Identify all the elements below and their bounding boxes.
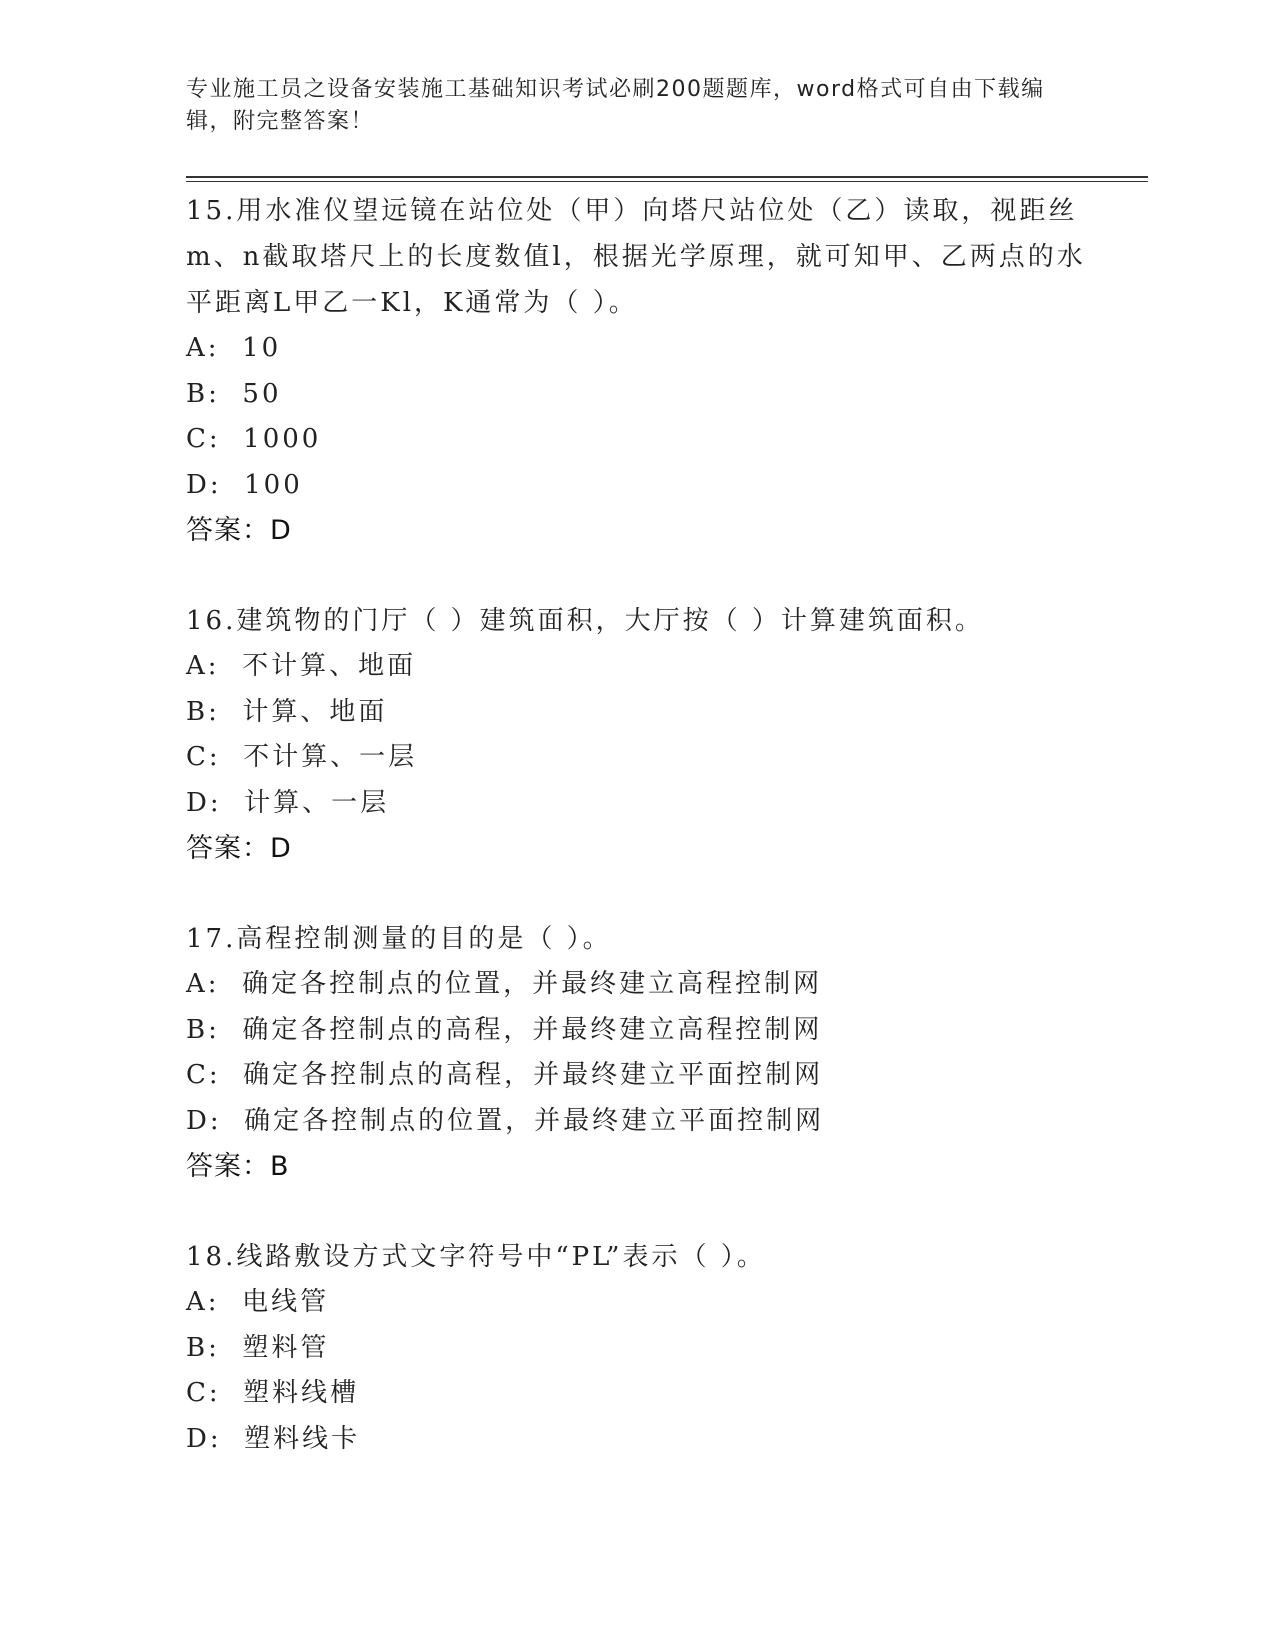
question-15 (186, 188, 1086, 554)
option-a: A: 10 (186, 333, 282, 363)
answer: 答案：D (186, 833, 292, 864)
option-a: A: 确定各控制点的位置，并最终建立高程控制网 (186, 969, 823, 999)
option-b: B: 计算、地面 (186, 696, 388, 727)
answer: 答案：D (186, 515, 292, 546)
option-c: C: 确定各控制点的高程，并最终建立平面控制网 (186, 1060, 824, 1090)
option-a: A: 电线管 (186, 1287, 330, 1317)
option-d: D: 计算、一层 (186, 787, 390, 818)
option-d: D: 100 (186, 469, 303, 500)
question-18 (186, 1234, 1086, 1462)
option-b: B: 确定各控制点的高程，并最终建立高程控制网 (186, 1014, 823, 1045)
option-c: C: 1000 (186, 424, 322, 454)
question-16 (186, 598, 1086, 872)
option-c: C: 塑料线槽 (186, 1378, 360, 1408)
option-d: D: 塑料线卡 (186, 1423, 361, 1454)
option-a: A: 不计算、地面 (186, 651, 417, 681)
header-divider (186, 176, 1148, 182)
question-list (186, 188, 1086, 1506)
answer: 答案：B (186, 1151, 290, 1182)
question-text: 17.高程控制测量的目的是（ ）。 (186, 924, 612, 954)
option-c: C: 不计算、一层 (186, 742, 418, 772)
option-b: B: 塑料管 (186, 1332, 330, 1363)
option-b: B: 50 (186, 378, 282, 409)
question-text: 18.线路敷设方式文字符号中“PL”表示（ ）。 (186, 1242, 766, 1272)
question-text: 15.用水准仪望远镜在站位处（甲）向塔尺站位处（乙）读取，视距丝m、n截取塔尺上的长度数值l，根据光学原理，就可知甲、乙两点的水平距离L甲乙一Kl，K通常为（ ）。 (186, 196, 1086, 318)
question-17 (186, 916, 1086, 1190)
option-d: D: 确定各控制点的位置，并最终建立平面控制网 (186, 1105, 825, 1136)
question-text: 16.建筑物的门厅（ ）建筑面积，大厅按（ ）计算建筑面积。 (186, 606, 984, 636)
document-header: 专业施工员之设备安装施工基础知识考试必刷200题题库，word格式可自由下载编辑，附完整答案！ (186, 77, 1045, 134)
